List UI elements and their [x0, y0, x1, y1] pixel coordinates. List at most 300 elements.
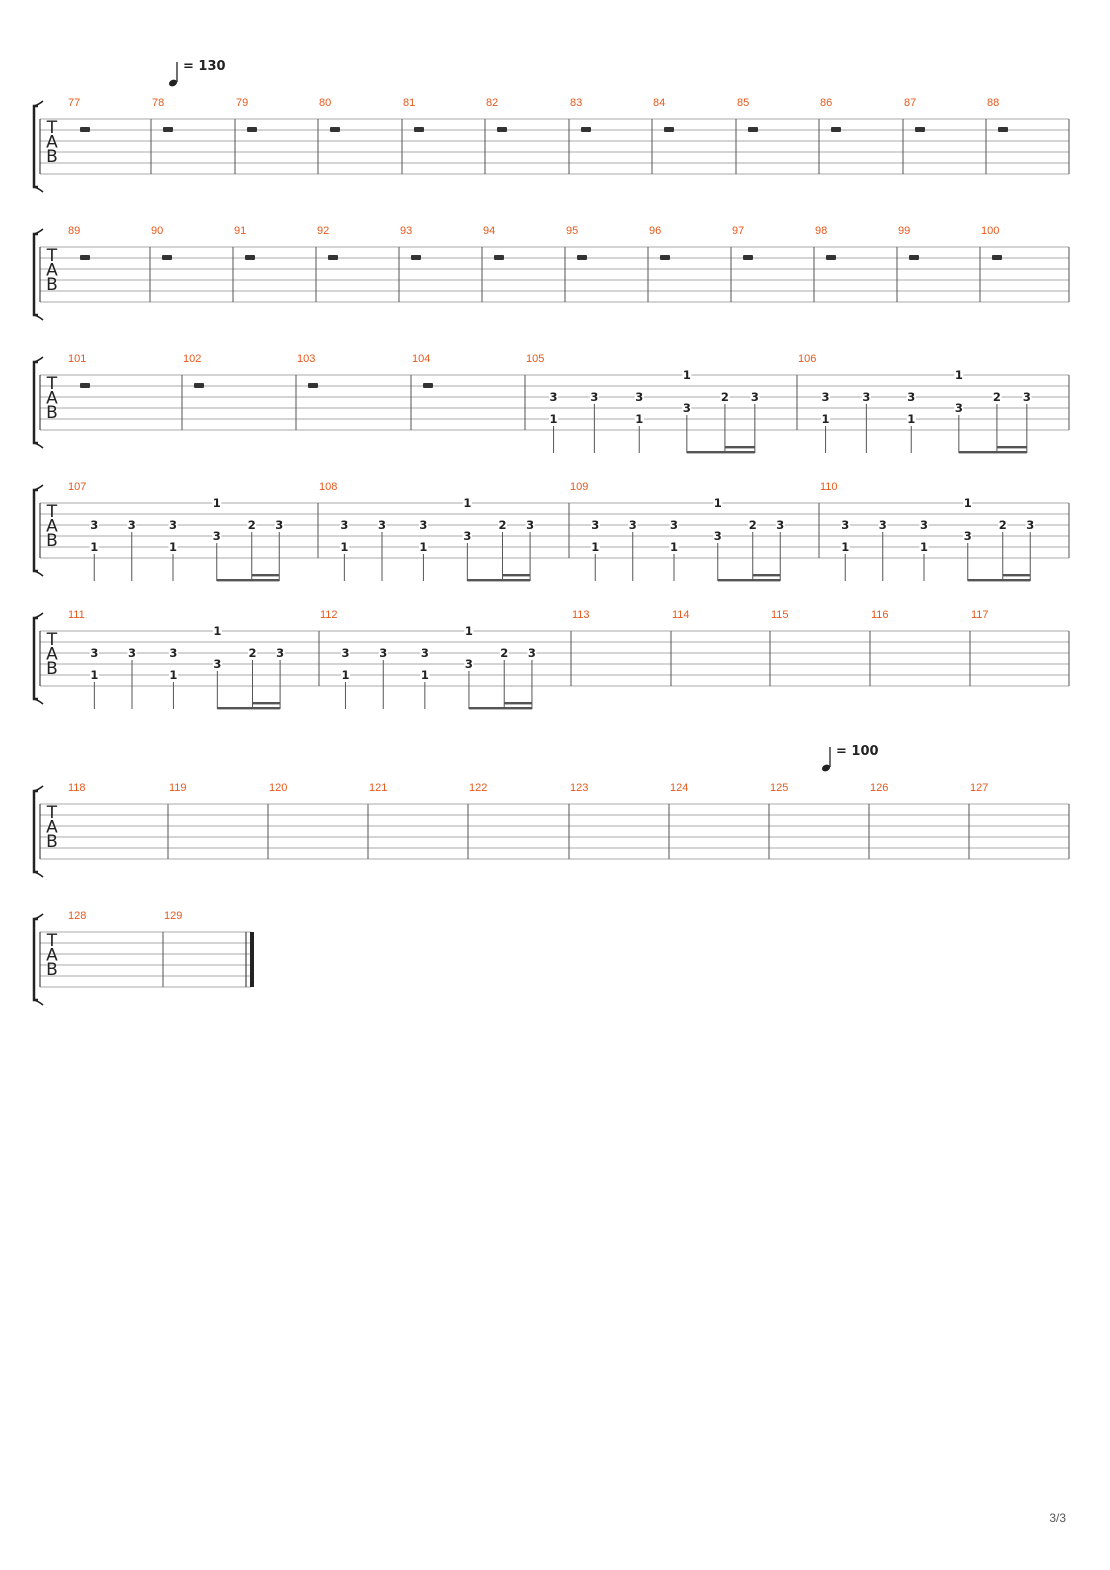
sixteenth-beam	[502, 574, 530, 576]
fret-number: 3	[464, 657, 473, 671]
tab-note	[340, 518, 349, 581]
fret-number: 3	[713, 529, 722, 543]
fret-number: 1	[841, 540, 850, 554]
measure	[898, 225, 919, 260]
measure-number: 84	[653, 97, 666, 109]
measure-number: 92	[317, 225, 330, 237]
tab-clef-letter: B	[46, 403, 58, 423]
fret-number: 3	[276, 646, 285, 660]
measure	[770, 782, 788, 794]
measure	[771, 609, 789, 621]
eighth-beam	[959, 451, 1027, 453]
fret-number: 1	[821, 412, 830, 426]
measure-number: 98	[815, 225, 828, 237]
measure-number: 124	[670, 782, 689, 794]
measure	[319, 97, 340, 132]
measure	[570, 481, 785, 581]
fret-number: 3	[590, 390, 599, 404]
tab-note	[90, 518, 99, 581]
fret-number: 1	[919, 540, 929, 554]
measure	[483, 225, 504, 260]
fret-number: 2	[500, 646, 509, 660]
fret-number: 3	[821, 390, 830, 404]
measure	[164, 910, 182, 922]
measure	[987, 97, 1008, 132]
measure-number: 86	[820, 97, 833, 109]
tab-clef-letter: B	[46, 275, 58, 295]
tab-note	[682, 368, 691, 453]
whole-rest	[414, 127, 424, 132]
tab-note	[90, 646, 99, 709]
measure	[737, 97, 758, 132]
whole-rest	[247, 127, 257, 132]
measure-number: 127	[970, 782, 989, 794]
measure	[317, 225, 338, 260]
measure-number: 118	[68, 782, 86, 794]
tempo-mark	[168, 59, 226, 88]
bracket-hook	[34, 786, 43, 877]
whole-rest	[423, 383, 433, 388]
fret-number: 3	[591, 518, 600, 532]
tab-note	[419, 518, 428, 581]
measure	[732, 225, 753, 260]
tab-clef-letter: T	[46, 803, 58, 823]
measure	[183, 353, 204, 388]
measure	[981, 225, 1002, 260]
measure	[369, 782, 387, 794]
fret-number: 2	[992, 390, 1001, 404]
tab-note	[670, 518, 679, 581]
whole-rest	[581, 127, 591, 132]
measure-number: 77	[68, 97, 81, 109]
fret-number: 3	[1026, 518, 1035, 532]
whole-rest	[494, 255, 504, 260]
eighth-beam	[217, 579, 280, 581]
measure-number: 91	[234, 225, 247, 237]
staff-system	[34, 609, 1069, 709]
whole-rest	[577, 255, 587, 260]
measure	[319, 481, 535, 581]
measure-number: 102	[183, 353, 202, 365]
measure-number: 96	[649, 225, 662, 237]
measure	[297, 353, 318, 388]
tab-clef-letter: T	[46, 118, 58, 138]
bracket-hook	[34, 229, 43, 320]
whole-rest	[660, 255, 670, 260]
tab-clef-letter: T	[46, 630, 58, 650]
tab-note	[420, 646, 429, 709]
staff-system	[34, 353, 1069, 453]
fret-number: 1	[464, 624, 473, 638]
tab-clef-letter: T	[46, 374, 58, 394]
measure	[68, 353, 90, 388]
measure-number: 100	[981, 225, 1000, 237]
fret-number: 3	[907, 390, 916, 404]
bracket-hook	[34, 101, 43, 192]
measure	[572, 609, 590, 621]
bracket-hook	[34, 357, 43, 448]
measure	[970, 782, 988, 794]
system-bracket	[34, 791, 38, 872]
measure	[649, 225, 670, 260]
eighth-beam	[217, 707, 280, 709]
tab-note	[526, 518, 535, 581]
bracket-hook	[34, 613, 43, 704]
tab-note	[920, 518, 929, 581]
measure-number: 128	[68, 910, 87, 922]
whole-rest	[743, 255, 753, 260]
staff-system	[34, 910, 252, 1005]
tab-clef-letter: B	[46, 531, 58, 551]
measure	[68, 97, 90, 132]
measure	[151, 225, 172, 260]
fret-number: 3	[377, 518, 387, 532]
fret-number: 3	[463, 529, 472, 543]
fret-number: 3	[90, 646, 99, 660]
fret-number: 1	[419, 540, 428, 554]
fret-number: 1	[463, 496, 472, 510]
fret-number: 3	[526, 518, 535, 532]
measure	[68, 609, 285, 709]
measure	[486, 97, 507, 132]
tab-note	[713, 496, 722, 581]
tab-note	[878, 518, 887, 581]
fret-number: 3	[682, 401, 691, 415]
measure	[236, 97, 257, 132]
measure-number: 117	[971, 609, 989, 621]
fret-number: 3	[379, 646, 388, 660]
fret-number: 3	[419, 518, 428, 532]
fret-number: 3	[340, 518, 349, 532]
tab-note	[212, 496, 221, 581]
whole-rest	[80, 255, 90, 260]
measure	[672, 609, 690, 621]
measure-number: 82	[486, 97, 499, 109]
tab-note	[821, 390, 830, 453]
measure	[403, 97, 424, 132]
whole-rest	[992, 255, 1002, 260]
fret-number: 1	[169, 668, 178, 682]
tab-clef-letter: A	[46, 945, 58, 966]
system-bracket	[34, 618, 38, 699]
whole-rest	[330, 127, 340, 132]
fret-number: 3	[628, 518, 637, 532]
measure	[566, 225, 587, 260]
measure-number: 94	[483, 225, 496, 237]
measure	[169, 782, 187, 794]
measure-number: 89	[68, 225, 81, 237]
fret-number: 1	[954, 368, 963, 382]
tab-clef-letter: A	[46, 260, 58, 281]
tab-note	[527, 646, 536, 709]
measure	[815, 225, 836, 260]
tab-clef-letter: A	[46, 388, 58, 409]
tab-clef-letter: A	[46, 516, 58, 537]
fret-number: 3	[669, 518, 679, 532]
measure	[670, 782, 688, 794]
staff-system	[34, 481, 1069, 581]
fret-number: 3	[841, 518, 850, 532]
tab-note	[750, 390, 759, 453]
system-bracket	[34, 106, 38, 187]
tab-clef-letter: B	[46, 147, 58, 167]
measure-number: 97	[732, 225, 745, 237]
measure	[400, 225, 421, 260]
measure-number: 129	[164, 910, 183, 922]
fret-number: 3	[90, 518, 99, 532]
eighth-beam	[968, 579, 1031, 581]
measure	[904, 97, 925, 132]
measure	[320, 609, 536, 709]
measure-number: 90	[151, 225, 164, 237]
sixteenth-beam	[1003, 574, 1031, 576]
measure-number: 106	[798, 353, 817, 365]
tempo-value: = 100	[836, 744, 879, 759]
measure	[234, 225, 255, 260]
whole-rest	[411, 255, 421, 260]
tab-clef-letter: A	[46, 644, 58, 665]
measure-number: 123	[570, 782, 589, 794]
whole-rest	[909, 255, 919, 260]
tab-note	[590, 390, 599, 453]
measure	[971, 609, 989, 621]
fret-number: 1	[340, 540, 349, 554]
measure-number: 112	[320, 609, 338, 621]
fret-number: 3	[127, 518, 136, 532]
tab-note	[275, 518, 284, 581]
fret-number: 1	[907, 412, 916, 426]
sixteenth-beam	[252, 574, 280, 576]
measure-number: 122	[469, 782, 488, 794]
eighth-beam	[718, 579, 781, 581]
whole-rest	[831, 127, 841, 132]
fret-number: 1	[682, 368, 691, 382]
fret-number: 3	[776, 518, 785, 532]
system-bracket	[34, 234, 38, 315]
fret-number: 3	[878, 518, 887, 532]
fret-number: 2	[248, 646, 257, 660]
measure-number: 108	[319, 481, 338, 493]
fret-number: 2	[720, 390, 729, 404]
fret-number: 3	[127, 646, 137, 660]
tab-clef-letter: B	[46, 832, 58, 852]
fret-number: 2	[498, 518, 507, 532]
fret-number: 1	[341, 668, 350, 682]
measure	[820, 481, 1035, 581]
fret-number: 1	[591, 540, 600, 554]
measure	[68, 910, 86, 922]
measure-number: 87	[904, 97, 917, 109]
measure-number: 78	[152, 97, 165, 109]
page-number: 3/3	[1049, 1511, 1066, 1525]
fret-number: 3	[919, 518, 929, 532]
measure-number: 109	[570, 481, 589, 493]
fret-number: 3	[213, 657, 222, 671]
tab-clef-letter: T	[46, 502, 58, 522]
tab-note	[628, 518, 637, 581]
whole-rest	[497, 127, 507, 132]
tab-note	[998, 518, 1007, 581]
whole-rest	[998, 127, 1008, 132]
tab-note	[463, 496, 472, 581]
measure-number: 95	[566, 225, 579, 237]
measure-number: 115	[771, 609, 789, 621]
eighth-beam	[687, 451, 755, 453]
tab-note	[841, 518, 850, 581]
measure-number: 85	[737, 97, 750, 109]
bracket-hook	[34, 914, 43, 1005]
tab-note	[341, 646, 350, 709]
system-bracket	[34, 362, 38, 443]
measure	[68, 481, 284, 581]
measure	[68, 782, 86, 794]
fret-number: 1	[963, 496, 972, 510]
measure-number: 93	[400, 225, 413, 237]
whole-rest	[328, 255, 338, 260]
measure-number: 101	[68, 353, 87, 365]
measure-number: 125	[770, 782, 789, 794]
sixteenth-beam	[725, 446, 755, 448]
tab-note	[776, 518, 785, 581]
measure	[570, 97, 591, 132]
measure	[68, 225, 90, 260]
measure-number: 105	[526, 353, 545, 365]
measure	[269, 782, 287, 794]
measure	[152, 97, 173, 132]
system-bracket	[34, 490, 38, 571]
tab-note	[127, 518, 136, 581]
fret-number: 3	[549, 390, 558, 404]
sixteenth-beam	[504, 702, 532, 704]
measure-number: 114	[672, 609, 690, 621]
measure	[820, 97, 841, 132]
staff-system	[34, 782, 1069, 877]
measure	[469, 782, 487, 794]
measure-number: 111	[68, 609, 85, 621]
fret-number: 3	[169, 646, 178, 660]
fret-number: 1	[420, 668, 429, 682]
tab-note	[379, 646, 388, 709]
measure	[653, 97, 674, 132]
tab-note	[862, 390, 871, 453]
staff-system	[34, 97, 1069, 192]
measure-number: 79	[236, 97, 249, 109]
tab-clef-letter: B	[46, 960, 58, 980]
tab-note	[720, 390, 729, 453]
measure-number: 103	[297, 353, 316, 365]
tab-note	[128, 646, 137, 709]
fret-number: 3	[862, 390, 871, 404]
whole-rest	[194, 383, 204, 388]
tab-note	[1022, 390, 1031, 453]
tab-note	[963, 496, 972, 581]
measure-number: 116	[871, 609, 889, 621]
tab-note	[276, 646, 285, 709]
tab-note	[549, 390, 558, 453]
measure-number: 80	[319, 97, 332, 109]
tab-note	[378, 518, 387, 581]
measure-number: 121	[369, 782, 388, 794]
fret-number: 3	[527, 646, 536, 660]
measure-number: 88	[987, 97, 1000, 109]
measure	[526, 353, 759, 453]
whole-rest	[245, 255, 255, 260]
fret-number: 1	[669, 540, 679, 554]
measure-number: 107	[68, 481, 87, 493]
fret-number: 1	[212, 496, 221, 510]
measure-number: 104	[412, 353, 431, 365]
measure-number: 99	[898, 225, 911, 237]
whole-rest	[748, 127, 758, 132]
fret-number: 1	[90, 540, 99, 554]
tab-note	[954, 368, 963, 453]
fret-number: 3	[275, 518, 284, 532]
measure	[412, 353, 433, 388]
tab-note	[1026, 518, 1035, 581]
measure-number: 110	[820, 481, 838, 493]
fret-number: 2	[998, 518, 1007, 532]
tempo-value: = 130	[183, 59, 226, 74]
whole-rest	[664, 127, 674, 132]
tab-note	[907, 390, 916, 453]
whole-rest	[80, 383, 90, 388]
measure-number: 83	[570, 97, 583, 109]
fret-number: 3	[750, 390, 759, 404]
sixteenth-beam	[753, 574, 781, 576]
measure	[870, 782, 888, 794]
fret-number: 1	[213, 624, 222, 638]
tab-note	[591, 518, 600, 581]
measure	[798, 353, 1031, 453]
tab-note	[500, 646, 509, 709]
measure	[570, 782, 588, 794]
tab-clef-letter: T	[46, 931, 58, 951]
tab-note	[213, 624, 222, 709]
fret-number: 3	[635, 390, 644, 404]
fret-number: 3	[168, 518, 178, 532]
whole-rest	[915, 127, 925, 132]
tab-note	[248, 646, 257, 709]
measure-number: 81	[403, 97, 416, 109]
fret-number: 3	[341, 646, 350, 660]
fret-number: 1	[713, 496, 722, 510]
fret-number: 3	[1022, 390, 1031, 404]
tempo-mark	[821, 744, 879, 773]
fret-number: 2	[748, 518, 757, 532]
staff-system	[34, 225, 1069, 320]
tab-note	[464, 624, 473, 709]
tab-note	[247, 518, 256, 581]
measure-number: 120	[269, 782, 288, 794]
tab-clef-letter: A	[46, 817, 58, 838]
whole-rest	[162, 255, 172, 260]
tab-note	[169, 518, 178, 581]
tab-note	[169, 646, 178, 709]
fret-number: 3	[212, 529, 221, 543]
tab-note	[498, 518, 507, 581]
fret-number: 1	[168, 540, 178, 554]
measure-number: 126	[870, 782, 889, 794]
fret-number: 3	[963, 529, 972, 543]
fret-number: 3	[954, 401, 963, 415]
measure	[871, 609, 889, 621]
fret-number: 1	[635, 412, 644, 426]
tab-note	[635, 390, 644, 453]
tab-note	[748, 518, 757, 581]
eighth-beam	[469, 707, 532, 709]
measure-number: 119	[169, 782, 187, 794]
tab-clef-letter: A	[46, 132, 58, 153]
